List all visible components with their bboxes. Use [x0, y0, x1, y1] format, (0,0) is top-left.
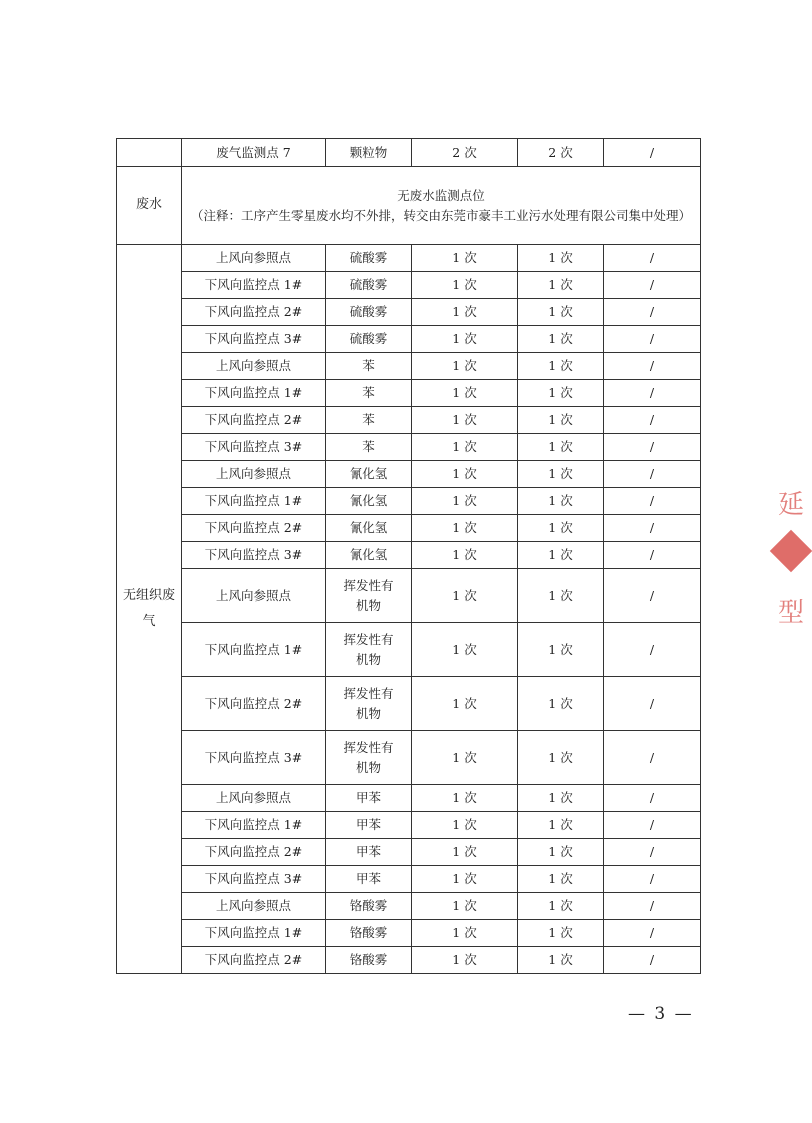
remark: / — [604, 920, 701, 947]
monitoring-point: 下风向监控点 3# — [182, 434, 326, 461]
table-row — [117, 677, 701, 731]
monitoring-factor: 硫酸雾 — [326, 326, 412, 353]
frequency-1: 1 次 — [412, 434, 518, 461]
remark: / — [604, 677, 701, 731]
monitoring-point: 下风向监控点 2# — [182, 299, 326, 326]
frequency-2: 1 次 — [518, 866, 604, 893]
table-row — [117, 569, 701, 623]
frequency-2: 1 次 — [518, 272, 604, 299]
monitoring-factor: 苯 — [326, 407, 412, 434]
category-cell-empty — [117, 139, 182, 167]
frequency-2: 1 次 — [518, 623, 604, 677]
table-row — [117, 947, 701, 974]
frequency-2: 1 次 — [518, 785, 604, 812]
monitoring-factor: 硫酸雾 — [326, 272, 412, 299]
table-row — [117, 515, 701, 542]
monitoring-point: 下风向监控点 2# — [182, 407, 326, 434]
wastewater-title: 无废水监测点位 — [397, 188, 485, 204]
remark: / — [604, 488, 701, 515]
remark: / — [604, 353, 701, 380]
monitoring-point: 上风向参照点 — [182, 785, 326, 812]
monitoring-factor: 硫酸雾 — [326, 245, 412, 272]
monitoring-factor: 挥发性有机物 — [326, 731, 412, 785]
monitoring-point: 上风向参照点 — [182, 893, 326, 920]
table-row — [117, 380, 701, 407]
monitoring-factor: 氰化氢 — [326, 515, 412, 542]
wastewater-note-cell — [182, 167, 701, 245]
table-row — [117, 839, 701, 866]
monitoring-factor: 挥发性有机物 — [326, 569, 412, 623]
monitoring-point: 废气监测点 7 — [182, 139, 326, 167]
page-number: — 3 — — [628, 1004, 694, 1024]
frequency-1: 1 次 — [412, 677, 518, 731]
red-seal-stamp — [770, 480, 810, 650]
table-row — [117, 866, 701, 893]
table-row — [117, 139, 701, 167]
table-row — [117, 731, 701, 785]
frequency-1: 1 次 — [412, 380, 518, 407]
frequency-1: 1 次 — [412, 569, 518, 623]
monitoring-factor: 颗粒物 — [326, 139, 412, 167]
frequency-2: 1 次 — [518, 353, 604, 380]
frequency-2: 1 次 — [518, 407, 604, 434]
remark: / — [604, 569, 701, 623]
monitoring-point: 下风向监控点 1# — [182, 272, 326, 299]
frequency-1: 1 次 — [412, 488, 518, 515]
seal-heart-shape — [770, 530, 812, 572]
frequency-1: 1 次 — [412, 407, 518, 434]
table-row — [117, 812, 701, 839]
frequency-1: 2 次 — [412, 139, 518, 167]
frequency-1: 1 次 — [412, 623, 518, 677]
remark: / — [604, 812, 701, 839]
monitoring-point: 下风向监控点 2# — [182, 947, 326, 974]
frequency-2: 1 次 — [518, 893, 604, 920]
remark: / — [604, 245, 701, 272]
monitoring-factor: 氰化氢 — [326, 542, 412, 569]
frequency-1: 1 次 — [412, 515, 518, 542]
monitoring-factor: 氰化氢 — [326, 461, 412, 488]
frequency-1: 1 次 — [412, 461, 518, 488]
frequency-2: 1 次 — [518, 920, 604, 947]
frequency-2: 1 次 — [518, 839, 604, 866]
frequency-2: 1 次 — [518, 245, 604, 272]
frequency-1: 1 次 — [412, 731, 518, 785]
monitoring-table — [116, 138, 701, 974]
monitoring-point: 下风向监控点 2# — [182, 839, 326, 866]
frequency-1: 1 次 — [412, 353, 518, 380]
frequency-2: 1 次 — [518, 677, 604, 731]
monitoring-point: 上风向参照点 — [182, 569, 326, 623]
monitoring-point: 下风向监控点 3# — [182, 542, 326, 569]
frequency-2: 1 次 — [518, 515, 604, 542]
frequency-2: 1 次 — [518, 947, 604, 974]
remark: / — [604, 893, 701, 920]
frequency-2: 1 次 — [518, 488, 604, 515]
frequency-2: 1 次 — [518, 812, 604, 839]
table-row — [117, 542, 701, 569]
monitoring-point: 上风向参照点 — [182, 461, 326, 488]
monitoring-point: 下风向监控点 2# — [182, 677, 326, 731]
frequency-2: 1 次 — [518, 380, 604, 407]
monitoring-factor: 甲苯 — [326, 812, 412, 839]
frequency-2: 1 次 — [518, 299, 604, 326]
remark: / — [604, 785, 701, 812]
frequency-2: 1 次 — [518, 731, 604, 785]
frequency-2: 1 次 — [518, 434, 604, 461]
frequency-1: 1 次 — [412, 866, 518, 893]
monitoring-factor: 铬酸雾 — [326, 893, 412, 920]
seal-glyph-top: 延 — [778, 490, 805, 520]
remark: / — [604, 542, 701, 569]
frequency-2: 2 次 — [518, 139, 604, 167]
table-row — [117, 299, 701, 326]
table-row — [117, 461, 701, 488]
monitoring-factor: 甲苯 — [326, 866, 412, 893]
monitoring-factor: 苯 — [326, 434, 412, 461]
monitoring-point: 下风向监控点 3# — [182, 731, 326, 785]
monitoring-factor: 硫酸雾 — [326, 299, 412, 326]
remark: / — [604, 326, 701, 353]
monitoring-factor: 挥发性有机物 — [326, 677, 412, 731]
table-row — [117, 245, 701, 272]
monitoring-point: 下风向监控点 1# — [182, 920, 326, 947]
table-row — [117, 326, 701, 353]
frequency-1: 1 次 — [412, 245, 518, 272]
monitoring-point: 上风向参照点 — [182, 353, 326, 380]
frequency-1: 1 次 — [412, 947, 518, 974]
table-row — [117, 434, 701, 461]
monitoring-factor: 甲苯 — [326, 785, 412, 812]
monitoring-point: 上风向参照点 — [182, 245, 326, 272]
monitoring-point: 下风向监控点 1# — [182, 623, 326, 677]
monitoring-point: 下风向监控点 3# — [182, 866, 326, 893]
monitoring-point: 下风向监控点 1# — [182, 488, 326, 515]
remark: / — [604, 461, 701, 488]
frequency-1: 1 次 — [412, 812, 518, 839]
table-row — [117, 407, 701, 434]
monitoring-factor: 氰化氢 — [326, 488, 412, 515]
table-row — [117, 488, 701, 515]
frequency-1: 1 次 — [412, 299, 518, 326]
frequency-1: 1 次 — [412, 893, 518, 920]
table-row — [117, 272, 701, 299]
seal-glyph-bottom: 型 — [778, 598, 805, 628]
table-row — [117, 920, 701, 947]
remark: / — [604, 434, 701, 461]
remark: / — [604, 731, 701, 785]
category-wastewater: 废水 — [117, 167, 182, 245]
remark: / — [604, 839, 701, 866]
remark: / — [604, 623, 701, 677]
table-row — [117, 353, 701, 380]
table-row — [117, 893, 701, 920]
monitoring-point: 下风向监控点 2# — [182, 515, 326, 542]
frequency-2: 1 次 — [518, 461, 604, 488]
frequency-2: 1 次 — [518, 542, 604, 569]
category-fugitive-gas: 无组织废气 — [117, 245, 182, 974]
frequency-1: 1 次 — [412, 326, 518, 353]
table-row — [117, 785, 701, 812]
frequency-1: 1 次 — [412, 785, 518, 812]
frequency-2: 1 次 — [518, 569, 604, 623]
remark: / — [604, 380, 701, 407]
wastewater-row — [117, 167, 701, 245]
frequency-1: 1 次 — [412, 920, 518, 947]
monitoring-factor: 铬酸雾 — [326, 920, 412, 947]
monitoring-point: 下风向监控点 3# — [182, 326, 326, 353]
remark: / — [604, 139, 701, 167]
monitoring-factor: 挥发性有机物 — [326, 623, 412, 677]
table-row — [117, 623, 701, 677]
monitoring-factor: 铬酸雾 — [326, 947, 412, 974]
monitoring-factor: 苯 — [326, 353, 412, 380]
monitoring-point: 下风向监控点 1# — [182, 380, 326, 407]
remark: / — [604, 407, 701, 434]
remark: / — [604, 515, 701, 542]
monitoring-factor: 甲苯 — [326, 839, 412, 866]
remark: / — [604, 272, 701, 299]
frequency-1: 1 次 — [412, 542, 518, 569]
frequency-2: 1 次 — [518, 326, 604, 353]
remark: / — [604, 866, 701, 893]
wastewater-note: （注释：工序产生零星废水均不外排，转交由东莞市豪丰工业污水处理有限公司集中处理） — [190, 207, 691, 223]
monitoring-factor: 苯 — [326, 380, 412, 407]
frequency-1: 1 次 — [412, 272, 518, 299]
monitoring-point: 下风向监控点 1# — [182, 812, 326, 839]
remark: / — [604, 299, 701, 326]
frequency-1: 1 次 — [412, 839, 518, 866]
remark: / — [604, 947, 701, 974]
